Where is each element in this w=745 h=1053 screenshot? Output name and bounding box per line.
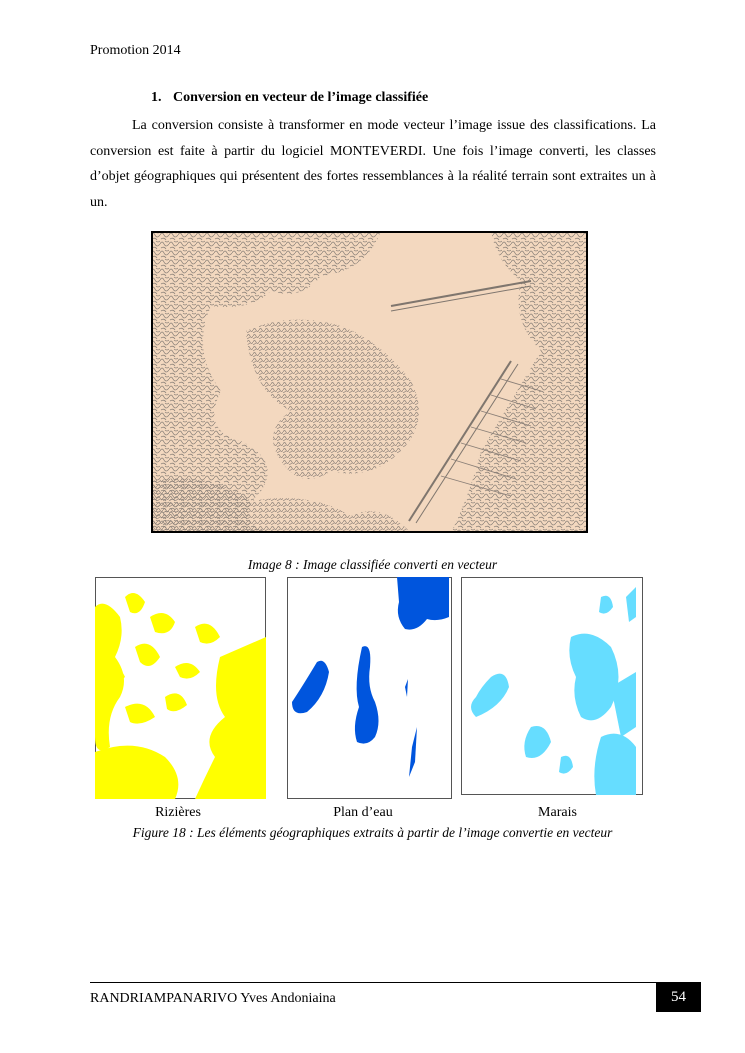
- panel-marais: [461, 577, 643, 795]
- figure-caption: Figure 18 : Les éléments géographiques extraits à partir de l’image convertie en vecteur: [132, 825, 613, 840]
- label-marais: Marais: [538, 805, 577, 820]
- section-number: 1.: [151, 90, 162, 105]
- page-number: 54: [656, 982, 701, 1012]
- label-plan-eau: Plan d’eau: [333, 805, 393, 820]
- footer-divider: [90, 982, 656, 983]
- section-heading: [151, 90, 428, 106]
- image-caption: Image 8 : Image classifiée converti en vecteur: [247, 557, 498, 572]
- panel-plan-eau: [287, 577, 452, 799]
- panel-rizieres: [95, 577, 266, 799]
- body-paragraph: La conversion consiste à transformer en mode vecteur l’image issue des classifications. La conversion est faite à partir du logiciel MONTEVERDI. Une fois l’image converti, les classes d’objet géographiques qui présentent des fortes ressemblances à la réalité terrain sont extraites un à un.: [90, 118, 656, 210]
- vector-map-image: [151, 231, 588, 533]
- footer-author: RANDRIAMPANARIVO Yves Andoniaina: [90, 991, 336, 1006]
- page-header: Promotion 2014: [90, 43, 181, 58]
- label-rizieres: Rizières: [155, 805, 201, 820]
- section-title: Conversion en vecteur de l’image classifiée: [173, 90, 429, 105]
